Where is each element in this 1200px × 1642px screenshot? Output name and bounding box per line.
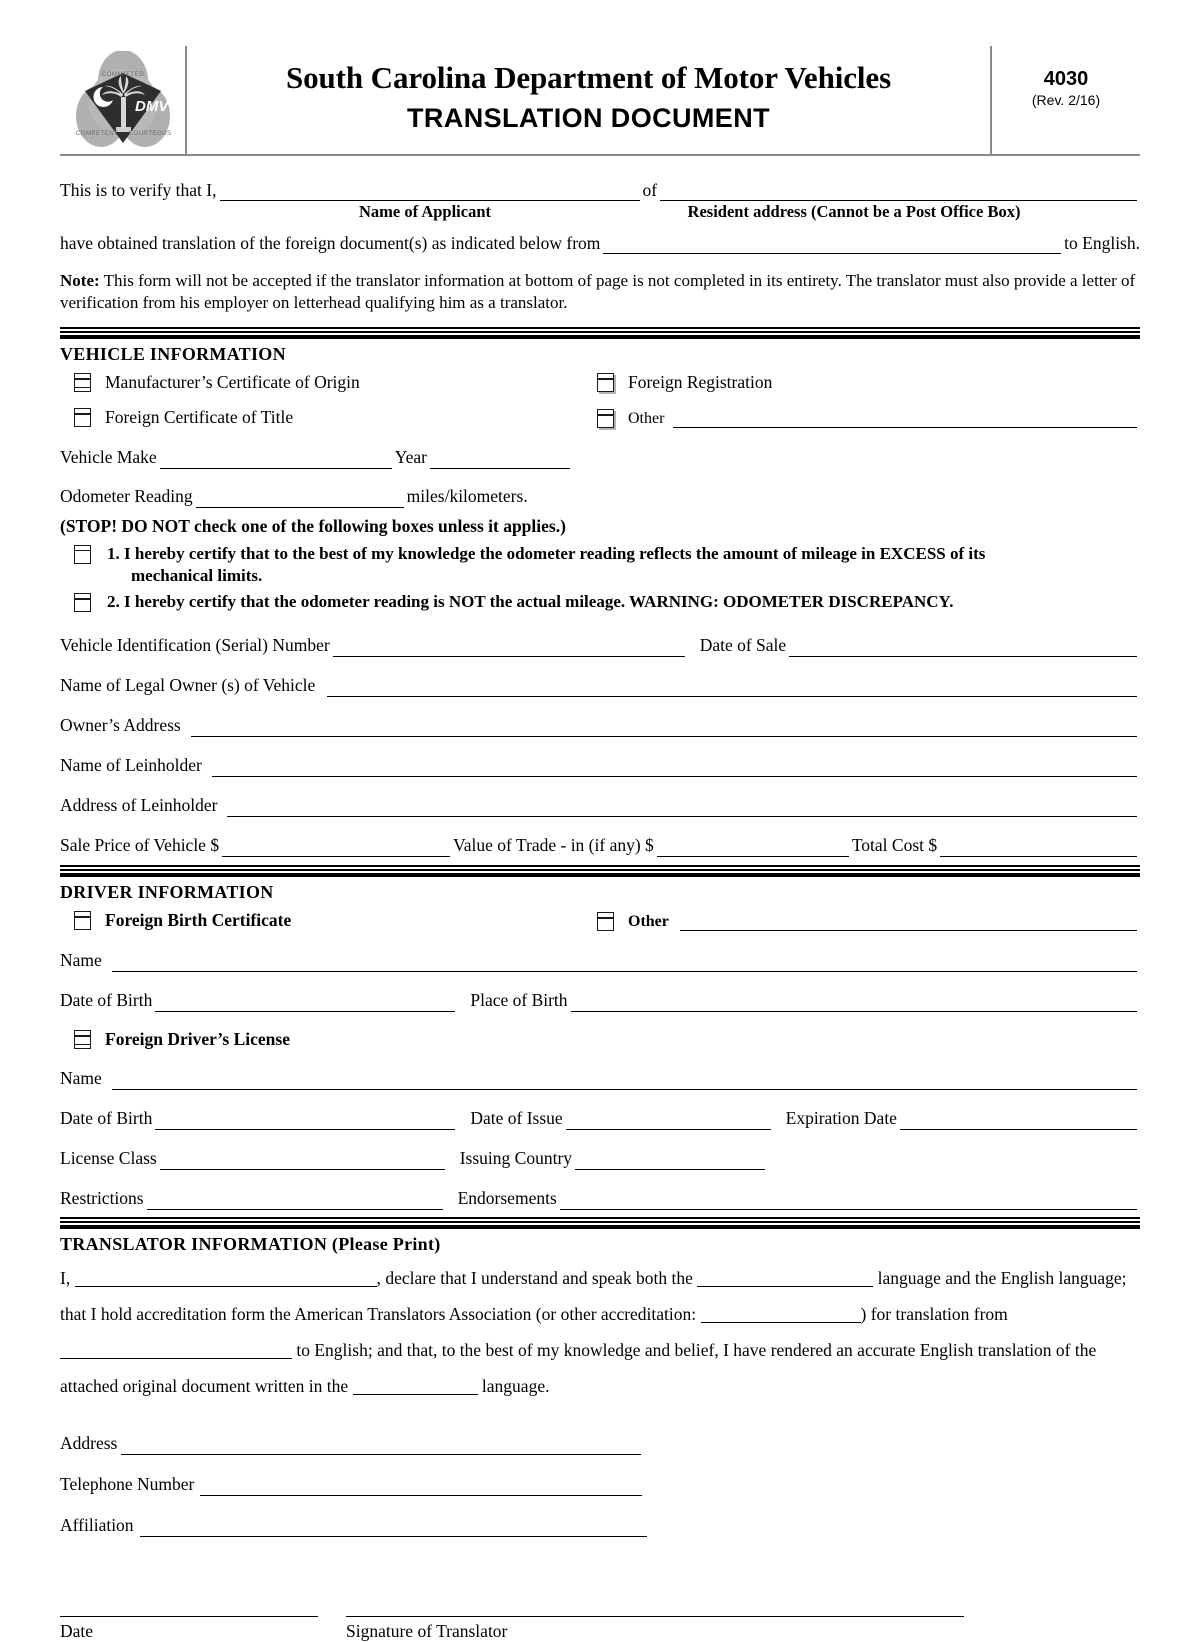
translator-section-heading: TRANSLATOR INFORMATION (Please Print) bbox=[60, 1234, 441, 1255]
to-english-label: to English. bbox=[1064, 233, 1140, 253]
date-of-issue-input[interactable] bbox=[566, 1114, 771, 1130]
intro-block bbox=[60, 180, 1140, 314]
obtained-prefix-label: have obtained translation of the foreign document(s) as indicated below from bbox=[60, 233, 601, 253]
resident-address-input[interactable] bbox=[660, 185, 1137, 201]
legal-owner-input[interactable] bbox=[327, 681, 1137, 697]
leinholder-address-input[interactable] bbox=[227, 801, 1137, 817]
certify-item-1[interactable] bbox=[60, 543, 1140, 587]
sale-price-input[interactable] bbox=[222, 841, 450, 857]
expiration-date-label: Expiration Date bbox=[785, 1108, 897, 1129]
vehicle-make-input[interactable] bbox=[160, 453, 392, 469]
license-class-label: License Class bbox=[60, 1148, 157, 1169]
checkbox-foreign-title-label: Foreign Certificate of Title bbox=[105, 407, 294, 428]
odometer-row bbox=[60, 486, 1140, 508]
document-title: TRANSLATION DOCUMENT bbox=[407, 102, 770, 133]
logo-cell bbox=[60, 46, 185, 154]
date-of-sale-label: Date of Sale bbox=[699, 635, 787, 656]
owner-address-label: Owner’s Address bbox=[60, 715, 181, 736]
driver-doc-row bbox=[60, 910, 1140, 931]
driver-dob-label: Date of Birth bbox=[60, 990, 153, 1011]
checkbox-mco-row[interactable] bbox=[60, 372, 360, 393]
legal-owner-label: Name of Legal Owner (s) of Vehicle bbox=[60, 675, 316, 696]
form-revision: (Rev. 2/16) bbox=[1031, 92, 1101, 108]
logo-word-courteous: COURTEOUS bbox=[127, 130, 172, 137]
declaration-part-7: attached original document written in the bbox=[60, 1375, 349, 1396]
restrictions-input[interactable] bbox=[147, 1194, 443, 1210]
of-label: of bbox=[642, 180, 658, 200]
agency-title: South Carolina Department of Motor Vehicles bbox=[285, 60, 892, 96]
translator-affiliation-row bbox=[60, 1515, 1140, 1537]
declaration-part-5: ) for translation from bbox=[860, 1304, 1008, 1325]
license-name-input[interactable] bbox=[112, 1074, 1137, 1090]
verify-row bbox=[60, 180, 1140, 201]
miles-kilometers-label: miles/kilometers. bbox=[406, 486, 528, 507]
checkbox-foreign-registration-label: Foreign Registration bbox=[628, 372, 773, 393]
signature-captions bbox=[60, 1621, 1140, 1642]
intro-captions bbox=[60, 202, 1140, 222]
declaration-part-1: I, bbox=[60, 1268, 71, 1289]
signature-row bbox=[60, 1615, 1140, 1617]
translator-address-label: Address bbox=[60, 1432, 118, 1453]
stop-warning-text: (STOP! DO NOT check one of the following boxes unless it applies.) bbox=[60, 516, 566, 537]
trade-value-input[interactable] bbox=[657, 841, 849, 857]
scdmv-logo-icon bbox=[71, 51, 175, 149]
obtained-row bbox=[60, 233, 1140, 254]
odometer-input[interactable] bbox=[196, 492, 404, 508]
driver-dob-row bbox=[60, 990, 1140, 1012]
checkbox-birth-certificate[interactable] bbox=[74, 911, 91, 930]
vehicle-doc-row-2 bbox=[60, 407, 1140, 428]
section-rule-vehicle bbox=[60, 327, 1140, 339]
note-block bbox=[60, 270, 1140, 314]
checkbox-vehicle-other-label: Other bbox=[628, 410, 665, 428]
issuing-country-label: Issuing Country bbox=[459, 1148, 573, 1169]
declaration-part-2: , declare that I understand and speak both the bbox=[376, 1268, 693, 1289]
translator-affiliation-label: Affiliation bbox=[60, 1514, 134, 1535]
legal-owner-row bbox=[60, 675, 1140, 697]
vin-label: Vehicle Identification (Serial) Number bbox=[60, 635, 330, 656]
certify-item-2[interactable] bbox=[60, 591, 1140, 613]
license-dates-row bbox=[60, 1108, 1140, 1130]
certify-2-number: 2. bbox=[107, 592, 120, 612]
driver-name-row bbox=[60, 950, 1140, 972]
checkbox-foreign-registration-row[interactable] bbox=[597, 372, 772, 393]
checkbox-foreign-title[interactable] bbox=[74, 408, 91, 427]
license-class-input[interactable] bbox=[160, 1154, 445, 1170]
leinholder-address-row bbox=[60, 795, 1140, 817]
translation-from-language-input[interactable] bbox=[60, 1341, 292, 1359]
checkbox-driver-other[interactable] bbox=[597, 912, 614, 931]
leinholder-name-row bbox=[60, 755, 1140, 777]
source-language-input[interactable] bbox=[603, 238, 1061, 254]
leinholder-address-label: Address of Leinholder bbox=[60, 795, 218, 816]
title-cell bbox=[185, 46, 992, 154]
driver-other-input[interactable] bbox=[680, 915, 1137, 931]
year-label: Year bbox=[394, 447, 427, 468]
vin-row bbox=[60, 635, 1140, 657]
year-input[interactable] bbox=[430, 453, 570, 469]
license-dob-label: Date of Birth bbox=[60, 1108, 153, 1129]
form-code-cell bbox=[992, 46, 1140, 154]
declaration-part-6: to English; and that, to the best of my knowledge and belief, I have rendered an accurate English translation of the bbox=[296, 1340, 1097, 1361]
logo-monogram: DMV bbox=[134, 98, 168, 115]
vehicle-make-row bbox=[60, 447, 1140, 469]
sale-price-label: Sale Price of Vehicle $ bbox=[60, 835, 220, 856]
caption-name-of-applicant: Name of Applicant bbox=[359, 202, 491, 221]
verify-prefix-label: This is to verify that I, bbox=[60, 180, 217, 200]
checkbox-birth-certificate-row[interactable] bbox=[60, 910, 291, 931]
vehicle-other-input[interactable] bbox=[673, 412, 1137, 428]
accreditation-input[interactable] bbox=[701, 1305, 861, 1323]
translator-address-row bbox=[60, 1433, 1140, 1455]
vin-input[interactable] bbox=[333, 641, 685, 657]
checkbox-odometer-excess[interactable] bbox=[74, 545, 91, 564]
endorsements-input[interactable] bbox=[560, 1194, 1137, 1210]
certify-1-text: I hereby certify that to the best of my knowledge the odometer reading reflects the amount of mileage in EXCESS of its bbox=[124, 544, 986, 564]
checkbox-vehicle-other[interactable] bbox=[597, 409, 614, 428]
license-dob-input[interactable] bbox=[155, 1114, 455, 1130]
checkbox-foreign-registration[interactable] bbox=[597, 373, 614, 392]
trade-value-label: Value of Trade - in (if any) $ bbox=[453, 835, 654, 856]
driver-name-input[interactable] bbox=[112, 956, 1137, 972]
expiration-date-input[interactable] bbox=[900, 1114, 1137, 1130]
date-of-sale-input[interactable] bbox=[789, 641, 1137, 657]
date-of-issue-label: Date of Issue bbox=[470, 1108, 563, 1129]
form-number: 4030 bbox=[1043, 68, 1089, 90]
vehicle-make-label: Vehicle Make bbox=[60, 447, 157, 468]
declaration-part-3: language and the English bbox=[877, 1268, 1055, 1289]
leinholder-name-input[interactable] bbox=[212, 761, 1137, 777]
certify-1-number: 1. bbox=[107, 544, 120, 564]
license-class-row bbox=[60, 1148, 1140, 1170]
owner-address-row bbox=[60, 715, 1140, 737]
checkbox-foreign-title-row[interactable] bbox=[60, 407, 293, 428]
place-of-birth-input[interactable] bbox=[571, 996, 1137, 1012]
checkbox-birth-certificate-label: Foreign Birth Certificate bbox=[105, 910, 292, 931]
certify-1-text-cont: mechanical limits. bbox=[131, 566, 263, 586]
driver-name-label: Name bbox=[60, 950, 102, 971]
declaration-part-4: language; that I hold accreditation form the American Translators Association (or other accreditation: bbox=[60, 1268, 1127, 1325]
restrictions-label: Restrictions bbox=[60, 1188, 144, 1209]
checkbox-drivers-license-row[interactable] bbox=[60, 1029, 1140, 1050]
translator-telephone-input[interactable] bbox=[200, 1480, 642, 1496]
note-text: This form will not be accepted if the translator information at bottom of page is not completed in its entirety. The translator must also provide a letter of verification from his employer on letterhead qualifying him as a translator. bbox=[60, 271, 1136, 313]
leinholder-name-label: Name of Leinholder bbox=[60, 755, 202, 776]
vehicle-doc-row-1 bbox=[60, 372, 1140, 393]
checkbox-drivers-license[interactable] bbox=[74, 1030, 91, 1049]
issuing-country-input[interactable] bbox=[575, 1154, 765, 1170]
translator-telephone-label: Telephone Number bbox=[60, 1473, 195, 1494]
owner-address-input[interactable] bbox=[191, 721, 1137, 737]
section-rule-driver bbox=[60, 865, 1140, 877]
applicant-name-input[interactable] bbox=[220, 185, 640, 201]
date-signature-input[interactable] bbox=[60, 1615, 318, 1617]
checkbox-mco[interactable] bbox=[74, 373, 91, 392]
total-cost-label: Total Cost $ bbox=[851, 835, 938, 856]
form-page bbox=[0, 46, 1200, 1641]
certify-2-text: I hereby certify that the odometer reading is NOT the actual mileage. WARNING: ODOMETER DISCREPANCY. bbox=[124, 592, 954, 612]
checkbox-mco-label: Manufacturer’s Certificate of Origin bbox=[105, 372, 360, 393]
driver-dob-input[interactable] bbox=[155, 996, 455, 1012]
checkbox-drivers-license-label: Foreign Driver’s License bbox=[105, 1029, 290, 1050]
checkbox-odometer-discrepancy[interactable] bbox=[74, 593, 91, 612]
translator-declaration bbox=[60, 1261, 1140, 1405]
translator-signature-input[interactable] bbox=[346, 1615, 964, 1617]
license-name-row bbox=[60, 1068, 1140, 1090]
form-header bbox=[60, 46, 1140, 156]
place-of-birth-label: Place of Birth bbox=[470, 990, 568, 1011]
checkbox-driver-other-label: Other bbox=[628, 913, 669, 931]
endorsements-label: Endorsements bbox=[457, 1188, 557, 1209]
total-cost-input[interactable] bbox=[940, 841, 1137, 857]
translator-telephone-row bbox=[60, 1474, 1140, 1496]
restrictions-row bbox=[60, 1188, 1140, 1210]
driver-section-heading: DRIVER INFORMATION bbox=[60, 882, 274, 903]
odometer-label: Odometer Reading bbox=[60, 486, 193, 507]
price-row bbox=[60, 835, 1140, 857]
section-rule-translator bbox=[60, 1217, 1140, 1229]
note-label: Note: bbox=[60, 271, 100, 290]
license-name-label: Name bbox=[60, 1068, 102, 1089]
translator-language-input[interactable] bbox=[697, 1269, 873, 1287]
original-document-language-input[interactable] bbox=[353, 1377, 478, 1395]
logo-word-committed: COMMITTED bbox=[101, 71, 144, 78]
vehicle-section-heading: VEHICLE INFORMATION bbox=[60, 344, 286, 365]
caption-date: Date bbox=[60, 1620, 94, 1641]
caption-resident-address: Resident address (Cannot be a Post Office Box) bbox=[687, 202, 1021, 221]
caption-signature-of-translator: Signature of Translator bbox=[346, 1620, 508, 1641]
logo-word-competent: COMPETENT bbox=[75, 130, 118, 137]
translator-name-input[interactable] bbox=[75, 1269, 377, 1287]
declaration-part-8: language. bbox=[481, 1375, 550, 1396]
translator-affiliation-input[interactable] bbox=[140, 1521, 647, 1537]
translator-address-input[interactable] bbox=[121, 1439, 641, 1455]
